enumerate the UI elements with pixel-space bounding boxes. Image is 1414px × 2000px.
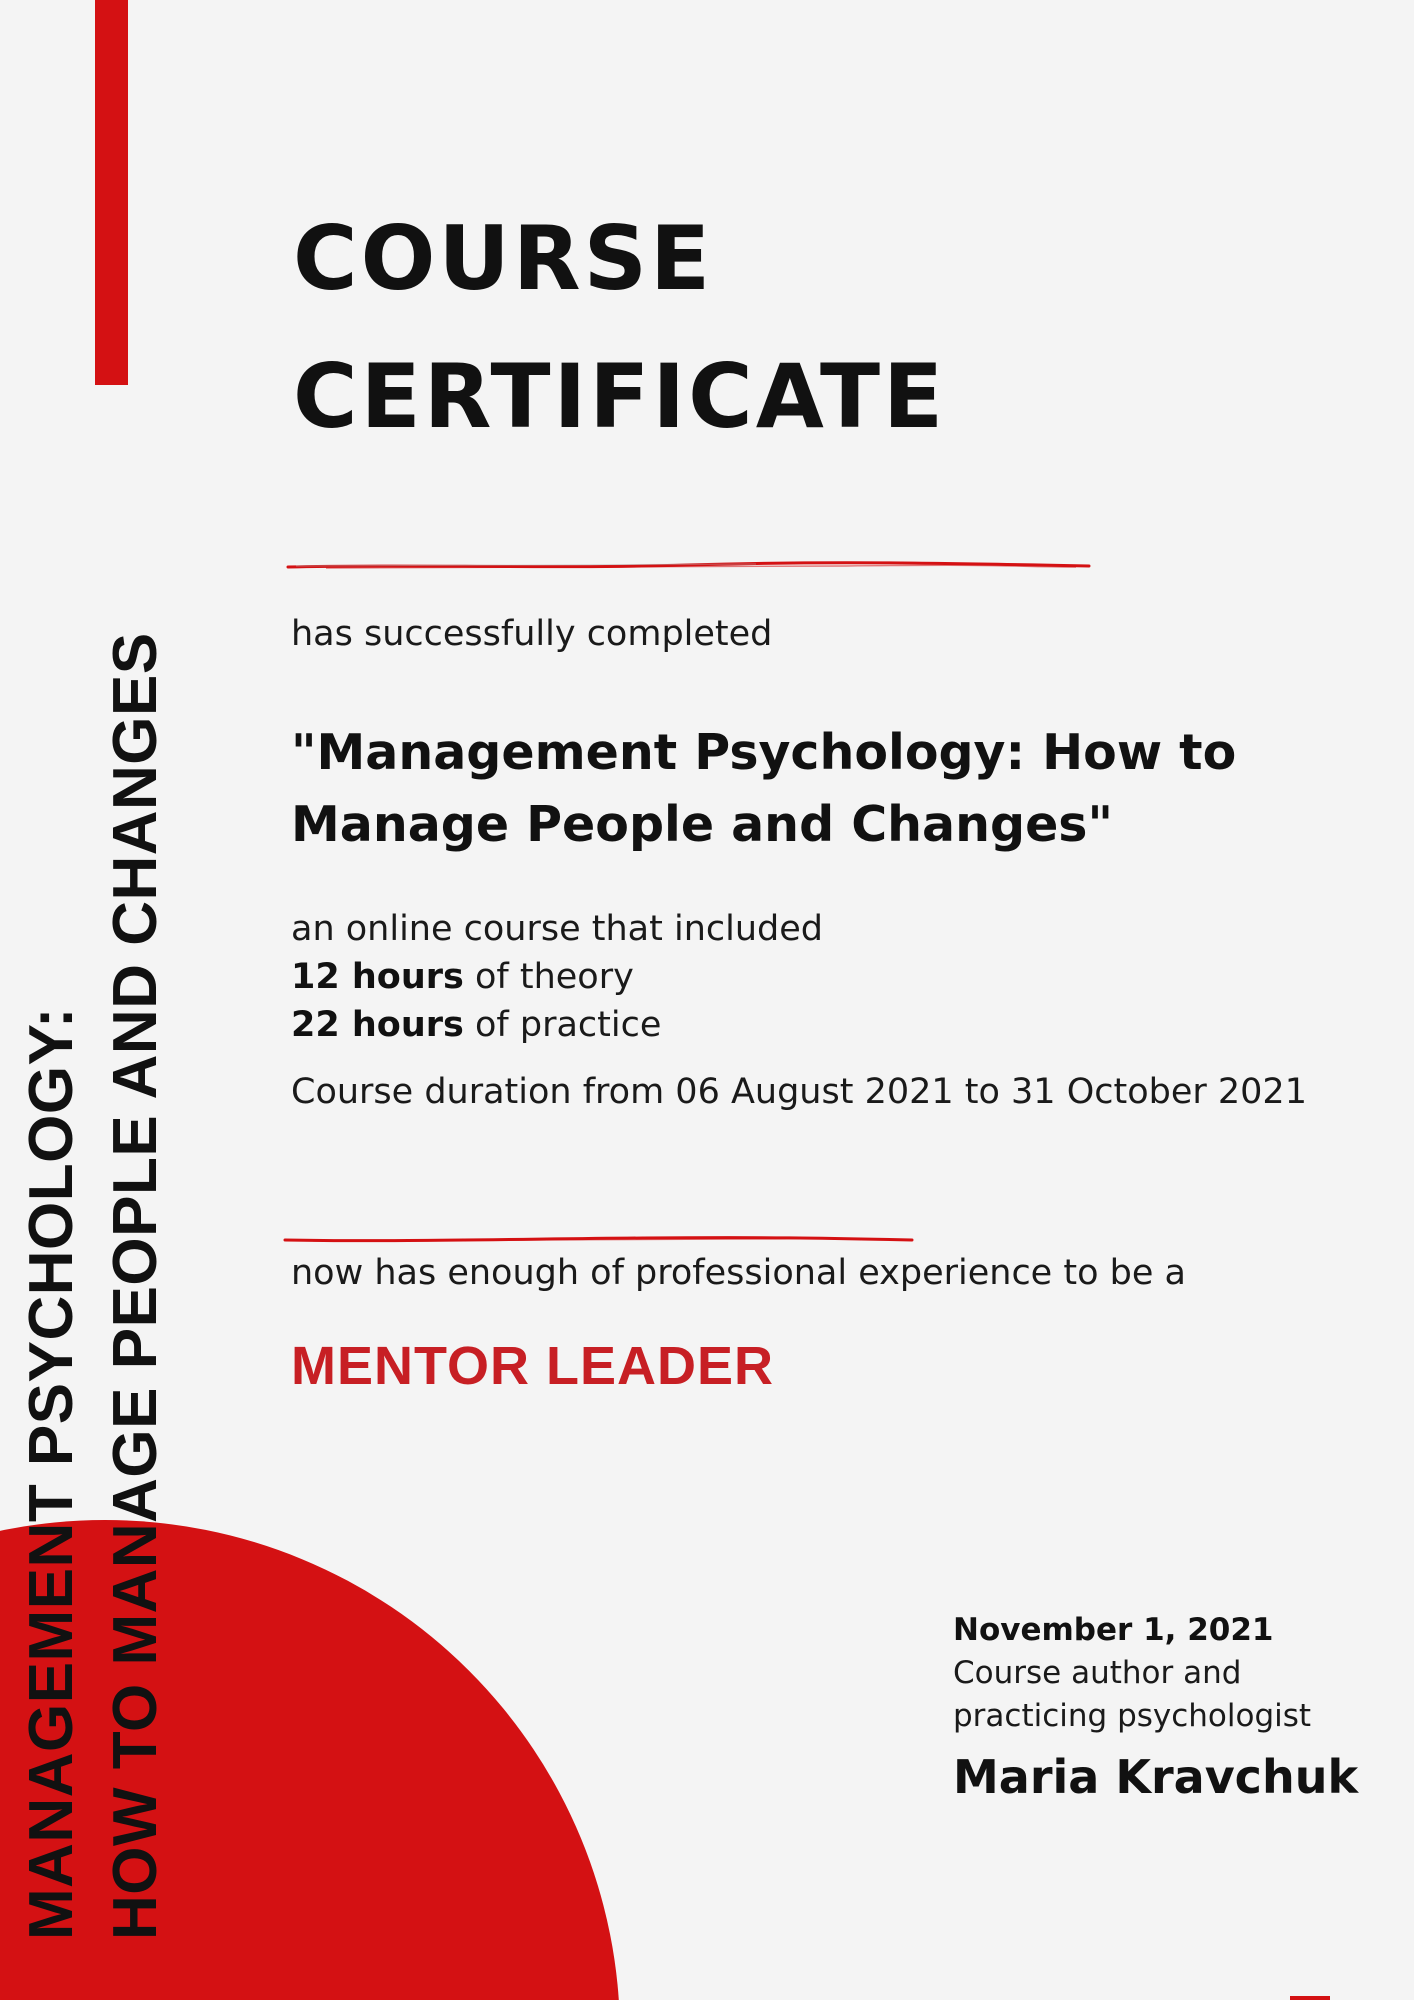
practice-label: of practice [463, 1005, 662, 1045]
course-duration: Course duration from 06 August 2021 to 31 October 2021 [291, 1072, 1307, 1112]
course-intro: an online course that included [291, 909, 823, 949]
course-name: "Management Psychology: How to Manage People and Changes" [291, 724, 1237, 853]
theory-hours: 12 hours [291, 957, 464, 997]
brush-divider-bottom [283, 1233, 915, 1247]
issue-date: November 1, 2021 [953, 1612, 1274, 1648]
author-role-line-2: practicing psychologist [953, 1698, 1312, 1734]
decorative-red-bar [95, 0, 128, 385]
author-name: Maria Kravchuk [953, 1750, 1359, 1804]
practice-line [291, 1001, 823, 1049]
course-details [291, 905, 823, 1049]
title-line-1: COURSE [293, 207, 714, 310]
experience-text: now has enough of professional experience to be a [291, 1253, 1186, 1293]
signature-block [953, 1608, 1358, 1810]
theory-label: of theory [463, 957, 634, 997]
practice-hours: 22 hours [291, 1005, 464, 1045]
brush-divider-top [286, 558, 1092, 574]
vertical-title-line-2: HOW TO MANAGE PEOPLE AND CHANGES [101, 632, 170, 1940]
vertical-course-title [10, 632, 178, 1940]
author-role-line-1: Course author and [953, 1655, 1242, 1691]
vertical-title-line-1: MANAGEMENT PSYCHOLOGY: [17, 1007, 86, 1940]
role-title: MENTOR LEADER [291, 1336, 775, 1396]
decorative-corner-tick [1290, 1996, 1330, 2000]
certificate-title [293, 190, 946, 466]
completed-text: has successfully completed [291, 614, 773, 654]
theory-line [291, 953, 823, 1001]
title-line-2: CERTIFICATE [293, 345, 947, 448]
